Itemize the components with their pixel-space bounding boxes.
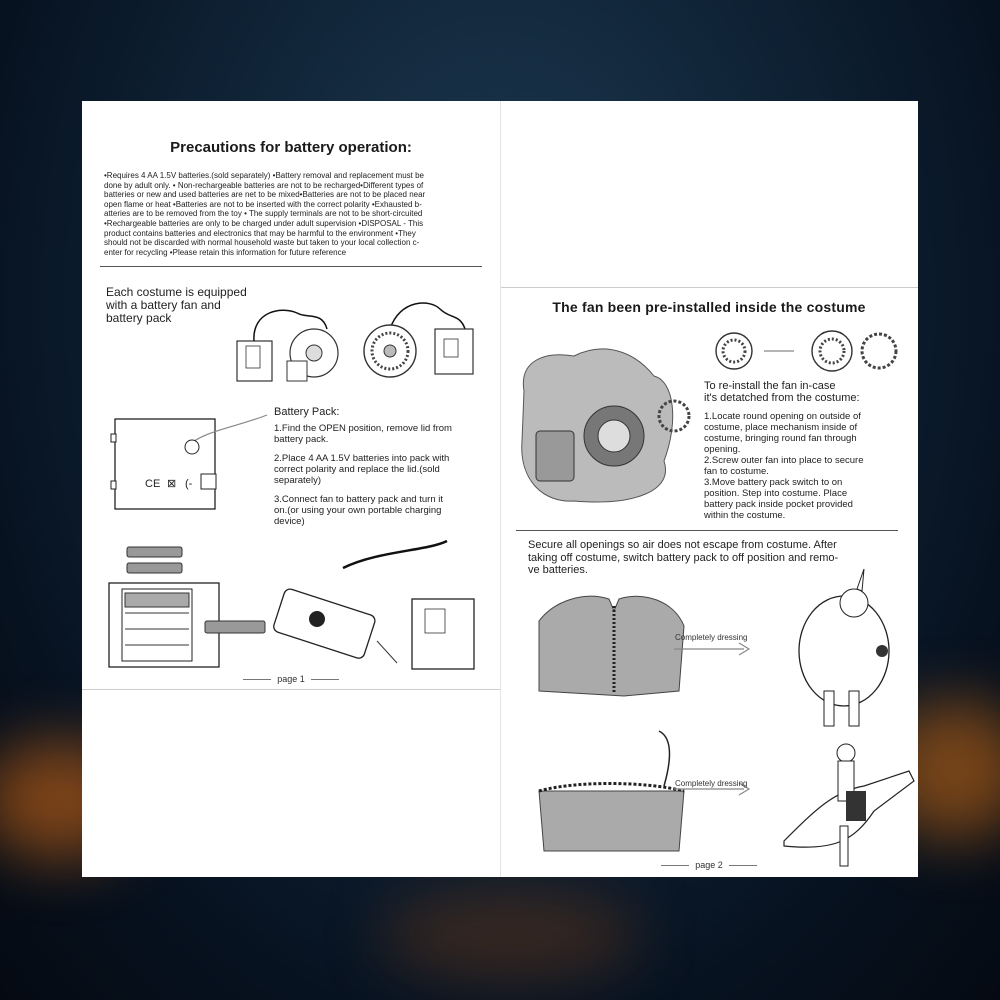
page1-divider-top: [100, 266, 482, 267]
page1-title: Precautions for battery operation:: [170, 139, 412, 156]
charging-setup-illustration: [107, 541, 487, 676]
page2-divider-top: [500, 287, 918, 288]
page1-divider-bottom: [82, 689, 500, 690]
reinstall-heading: To re-install the fan in-case it's detatched from the costume:: [704, 380, 860, 404]
page-fold: [500, 101, 501, 877]
battery-steps: 1.Find the OPEN position, remove lid from battery pack. 2.Place 4 AA 1.5V batteries into pack with correct polarity and replace the lid.(sold separately) 3.Connect fan to battery pack and turn it on.(or using your own portable charging device): [274, 423, 452, 527]
page2-divider-mid: [516, 530, 898, 531]
page2-title: The fan been pre-installed inside the costume: [552, 299, 866, 315]
background-glow-bottom: [380, 890, 640, 980]
svg-text:(-: (-: [185, 478, 193, 490]
dressing-label-1: Completely dressing: [675, 633, 748, 642]
battery-pack-title: Battery Pack:: [274, 406, 340, 418]
fan-and-battery-illustration-2: [360, 299, 480, 384]
equipped-text: Each costume is equipped with a battery fan and battery pack: [106, 285, 247, 325]
svg-text:⊠: ⊠: [167, 478, 177, 490]
page2-number: page 2: [500, 860, 918, 870]
battery-pack-illustration: [107, 409, 277, 519]
secure-text: Secure all openings so air does not escape from costume. After taking off costume, switch battery pack to off position and remo- ve batteries.: [528, 539, 839, 576]
drawstring-dressing-illustration: [534, 731, 919, 871]
page1-number: page 1: [82, 674, 500, 684]
svg-text:CE: CE: [145, 478, 161, 490]
dressing-label-2: Completely dressing: [675, 779, 748, 788]
reinstall-steps: 1.Locate round opening on outside of costume, place mechanism inside of costume, bringing round fan through opening. 2.Screw outer fan into place to secure fan to costume. 3.Move battery pack switch to on position. Step into costume. Place battery pack inside pocket provided within the costume.: [704, 411, 864, 521]
precautions-text: •Requires 4 AA 1.5V batteries.(sold separately) •Battery removal and replacement must be done by adult only. • Non-rechargeable batteries are not to be recharged•Different types of batteries or new and used batteries are net to be mixed•Batteries are not to be placed near open flame or heat •Batteries are not to be inserted with the correct polarity •Exhausted b- atteries are to be removed from the toy • The supply terminals are not to be short-circuited •Rechargeable batteries are only to be charged under adult supervision •DISPOSAL - This product contains batteries and electronics that may be harmful to the environment •They should not be discarded with normal household waste but taken to your local collection c- enter for recycling •Please retain this information for future reference: [104, 171, 426, 257]
fan-and-battery-illustration-1: [232, 301, 342, 386]
zipper-dressing-illustration: [534, 581, 919, 731]
